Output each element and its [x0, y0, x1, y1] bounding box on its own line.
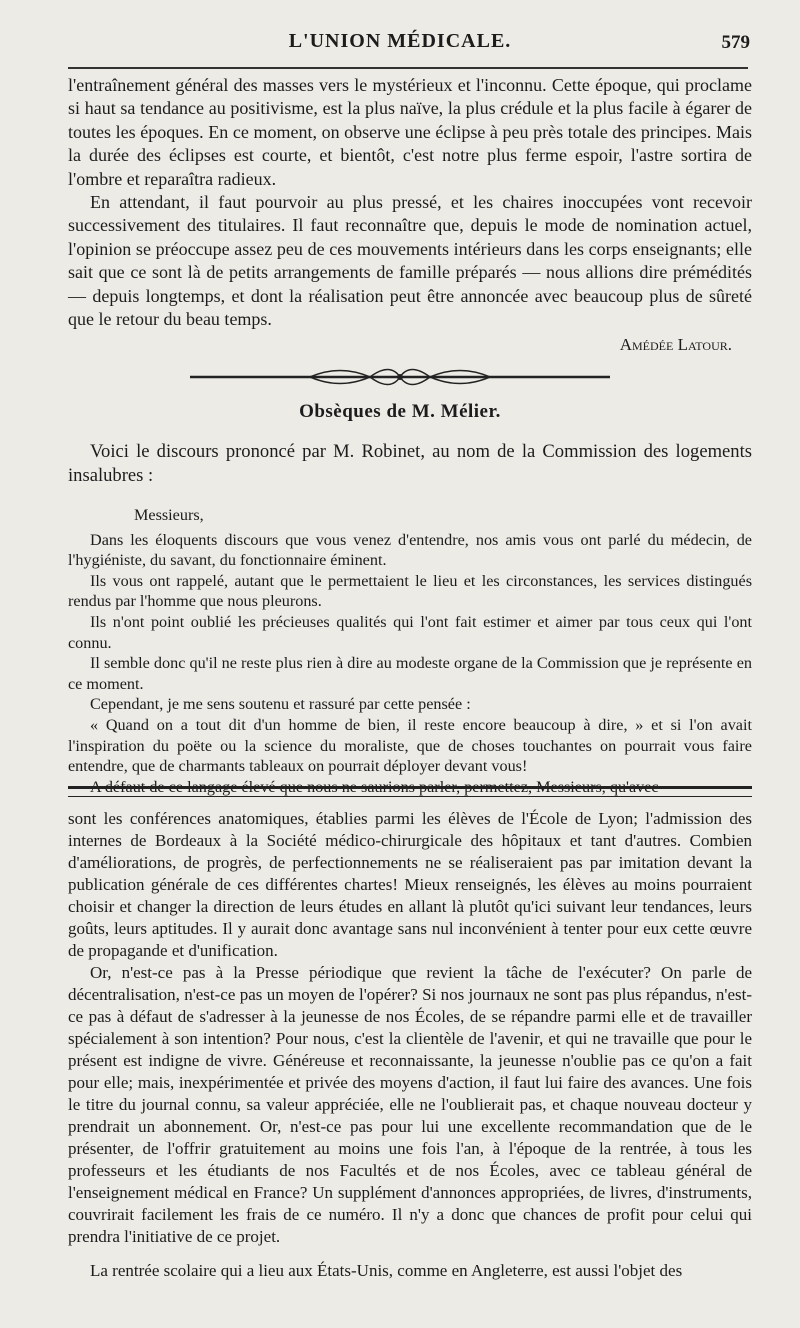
- author-signature: Amédée Latour.: [619, 335, 732, 355]
- salutation: Messieurs,: [134, 506, 204, 524]
- ornamental-divider: [190, 360, 610, 394]
- running-title: L'UNION MÉDICALE.: [288, 30, 512, 52]
- paragraph: Dans les éloquents discours que vous venez d'entendre, nos amis vous ont parlé du médecin, de l'hygiéniste, du savant, du fonctionnaire éminent.: [68, 530, 752, 570]
- page-number: 579: [721, 32, 750, 53]
- paragraph: En attendant, il faut pourvoir au plus pressé, et les chaires inoccupées vont recevoir successivement des titulaires. Il faut reconnaître que, depuis le mode de nomination actuel, l'opinion se préoccupe assez peu de ces mouvements intérieurs dans les corps enseignants; elle sait que ce sont là de petits arrangements de famille préparés — nous allions dire prémédités — depuis longtemps, et dont la réalisation peut être annoncée avec beaucoup plus de sûreté que le retour du beau temps.: [68, 192, 752, 330]
- paragraph: sont les conférences anatomiques, établies parmi les élèves de l'École de Lyon; l'admission des internes de Bordeaux à la Société médico-chirurgicale des hôpitaux et tant d'autres. Combien d'améliorations, de progrès, de perfectionnements ne se réaliseraient pas par imitation devant la publication générale de ces différentes chartes! Mieux renseignés, les élèves au moins pourraient choisir et changer la direction de leurs études en allant là plutôt qu'ici suivant leur tendances, leurs goûts, leurs aptitudes. Il y aurait donc avantage sans nul inconvénient à tenter pour eux cette œuvre de propagande et d'unification.: [68, 809, 752, 960]
- paragraph: La rentrée scolaire qui a lieu aux États-Unis, comme en Angleterre, est aussi l'objet des: [90, 1261, 683, 1280]
- paragraph: Ils vous ont rappelé, autant que le permettaient le lieu et les circonstances, les services distingués rendus par l'homme que nous pleurons.: [68, 571, 752, 611]
- feuilleton-text: [68, 808, 752, 1282]
- speech: [68, 505, 752, 797]
- paragraph: Il semble donc qu'il ne reste plus rien à dire au modeste organe de la Commission que je représente en ce moment.: [68, 654, 752, 693]
- paragraph: Cependant, je me sens soutenu et rassuré par cette pensée :: [90, 695, 471, 714]
- paragraph: l'entraînement général des masses vers le mystérieux et l'inconnu. Cette époque, qui proclame si haut sa tendance au positivisme, est la plus naïve, la plus crédule et la plus facile à égarer de toutes les époques. En ce moment, on observe une éclipse à peu près totale des principes. Mais la durée des éclipses est courte, et bientôt, c'est notre plus ferme espoir, l'astre sortira de l'ombre et reparaîtra radieux.: [68, 75, 752, 189]
- paragraph: « Quand on a tout dit d'un homme de bien, il reste encore beaucoup à dire, » et si l'on avait l'inspiration du poëte ou la science du moraliste, que de choses touchantes on pourrait vous faire entendre, que de charmants tableaux on pourrait déployer devant vous!: [68, 715, 752, 776]
- section-title: Obsèques de M. Mélier.: [299, 401, 501, 422]
- paragraph: Voici le discours prononcé par M. Robinet, au nom de la Commission des logements insalubres :: [68, 441, 752, 486]
- page-header: [0, 30, 800, 60]
- top-article-end: [68, 74, 752, 357]
- header-rule: [68, 67, 748, 69]
- paragraph: Or, n'est-ce pas à la Presse périodique que revient la tâche de l'exécuter? On parle de décentralisation, n'est-ce pas un moyen de l'opérer? Si nos journaux ne sont pas plus répandus, n'est-ce pas à défaut de s'adresser à la jeunesse de nos Écoles, de se répandre parmi elle et de travailler spécialement à son intention? Pour nous, c'est la clientèle de l'avenir, et qui ne travaille que pour le présent est indigne de vivre. Généreuse et reconnaissante, la jeunesse n'oublie pas ce qu'on a fait pour elle; mais, inexpérimentée et privée des moyens d'action, il faut lui faire des avances. Une fois le titre du journal connu, sa valeur appréciée, elle ne l'oublierait pas, et chaque nouveau docteur y prendrait un abonnement. Or, n'est-ce pas pour lui une excellente recommandation que de le présenter, de l'offrir gratuitement au moins une fois l'an, à l'époque de la rentrée, à tous les professeurs et les étudiants de nos Facultés et de nos Écoles, avec ce tableau général de l'enseignement médical en France? Un supplément d'annonces appropriées, de livres, d'instruments, couvrirait facilement les frais de ce numéro. Il n'y a donc que chances de profit pour celui qui prendra l'initiative de ce projet.: [68, 963, 752, 1246]
- paragraph: Ils n'ont point oublié les précieuses qualités qui l'ont fait estimer et aimer par tous ceux qui l'ont connu.: [68, 612, 752, 652]
- double-rule-divider: [68, 786, 752, 797]
- obituary-intro: [68, 440, 752, 488]
- paragraph: A défaut de ce langage élevé que nous ne saurions parler, permettez, Messieurs, qu'avec: [90, 777, 659, 796]
